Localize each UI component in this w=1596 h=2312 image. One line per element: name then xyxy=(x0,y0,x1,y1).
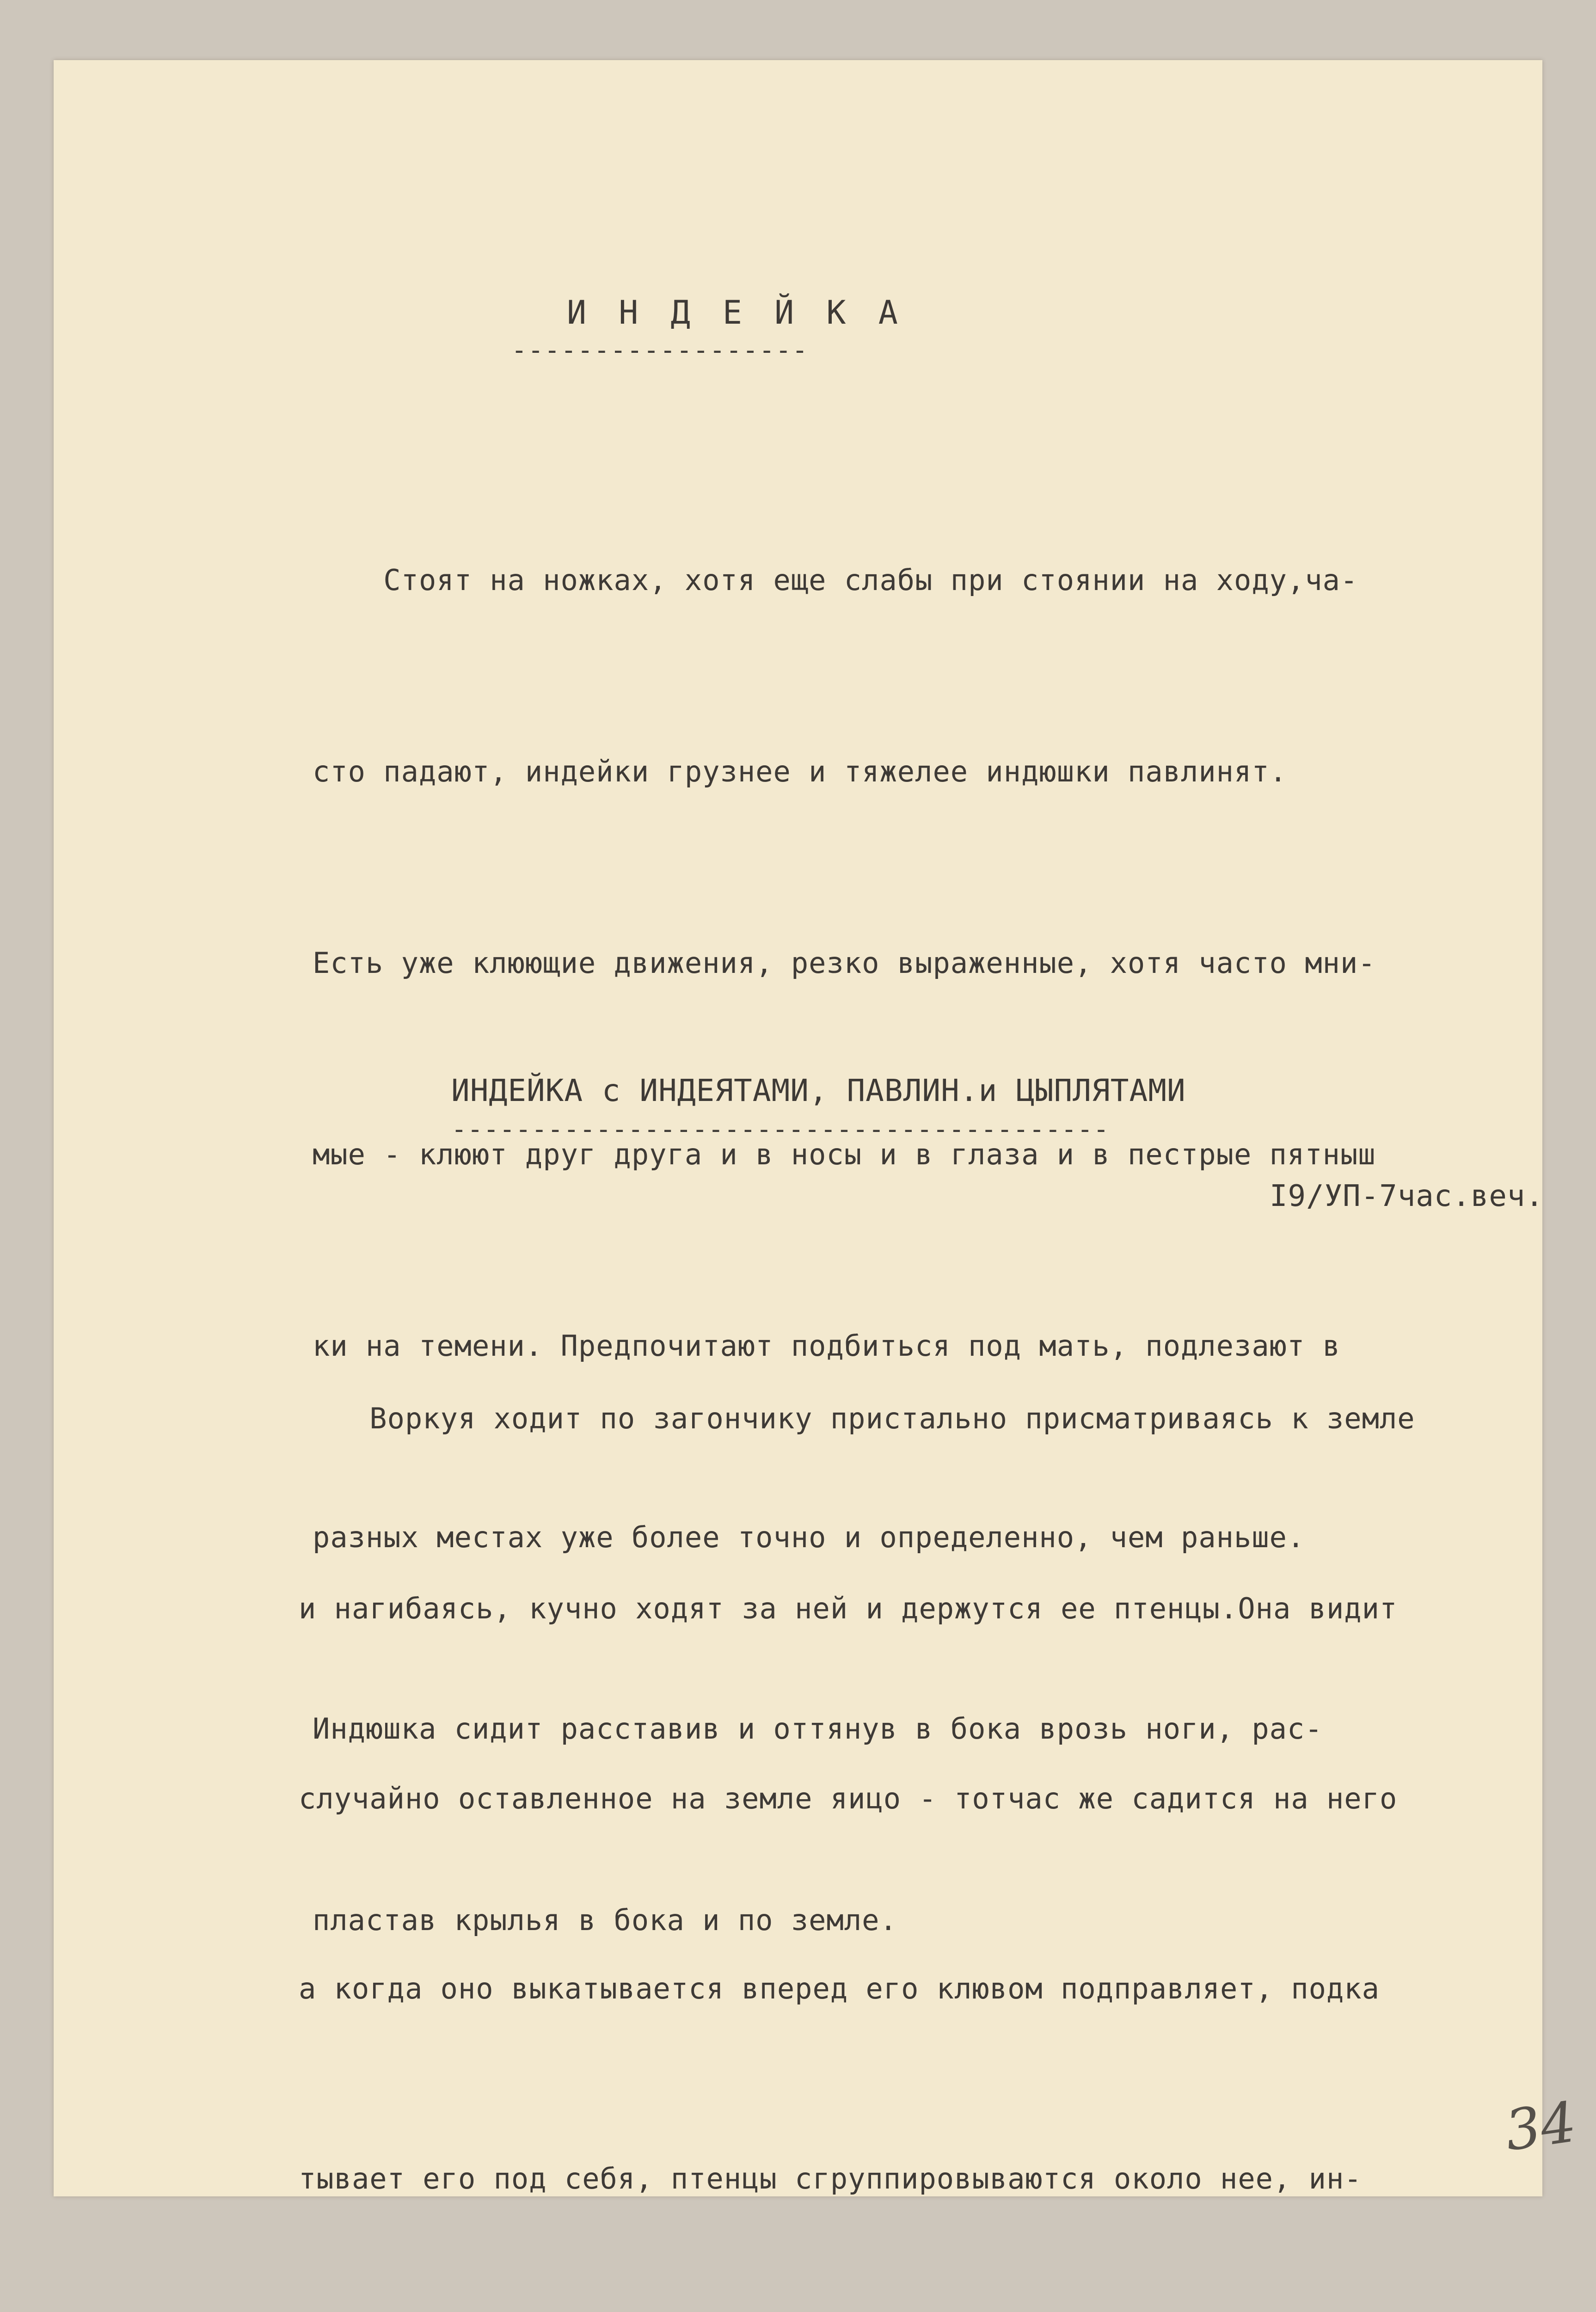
text-line: случайно оставленное на земле яицо - тотчас же садится на него xyxy=(299,1782,1398,1815)
text-line: Есть уже клюющие движения, резко выраженные, хотя часто мни- xyxy=(313,946,1376,980)
title-underline: ----------------------------------------- xyxy=(451,1114,1110,1144)
text-line: ки на темени. Предпочитают подбиться под мать, подлезают в xyxy=(313,1329,1340,1363)
section-title-turkey: И Н Д Е Й К А xyxy=(567,294,904,332)
text-line: пластав крылья в бока и по земле. xyxy=(313,1903,897,1937)
text-line: Стоят на ножках, хотя еще слабы при стоянии на ходу,ча- xyxy=(313,563,1358,597)
document-page xyxy=(54,60,1580,2196)
text-line: тывает его под себя, птенцы сгруппировываются около нее, ин- xyxy=(299,2162,1362,2195)
page-number: 34 xyxy=(1501,2090,1580,2164)
text-line: Индюшка сидит расставив и оттянув в бока врозь ноги, рас- xyxy=(313,1712,1323,1746)
title-underline: ------------------ xyxy=(511,335,809,365)
text-line: а когда оно выкатывается вперед его клювом подправляет, подка xyxy=(299,1972,1380,2005)
text-line: и нагибаясь, кучно ходят за ней и держутся ее птенцы.Она видит xyxy=(299,1592,1398,1625)
text-line: Воркуя ходит по загончику пристально присматриваясь к земле xyxy=(299,1402,1415,1435)
entry-date: I9/УП-7час.веч. xyxy=(1270,1179,1544,1213)
text-line: сто падают, индейки грузнее и тяжелее индюшки павлинят. xyxy=(313,755,1287,788)
text-line: разных местах уже более точно и определенно, чем раньше. xyxy=(313,1520,1305,1554)
text-line: мые - клюют друг друга и в носы и в глаза и в пестрые пятныш xyxy=(313,1138,1376,1171)
section-title-turkey-with-chicks: ИНДЕЙКА с ИНДЕЯТАМИ, ПАВЛИН.и ЦЫПЛЯТАМИ xyxy=(451,1073,1186,1108)
paragraph-turkey-with-chicks xyxy=(299,1260,1433,2312)
